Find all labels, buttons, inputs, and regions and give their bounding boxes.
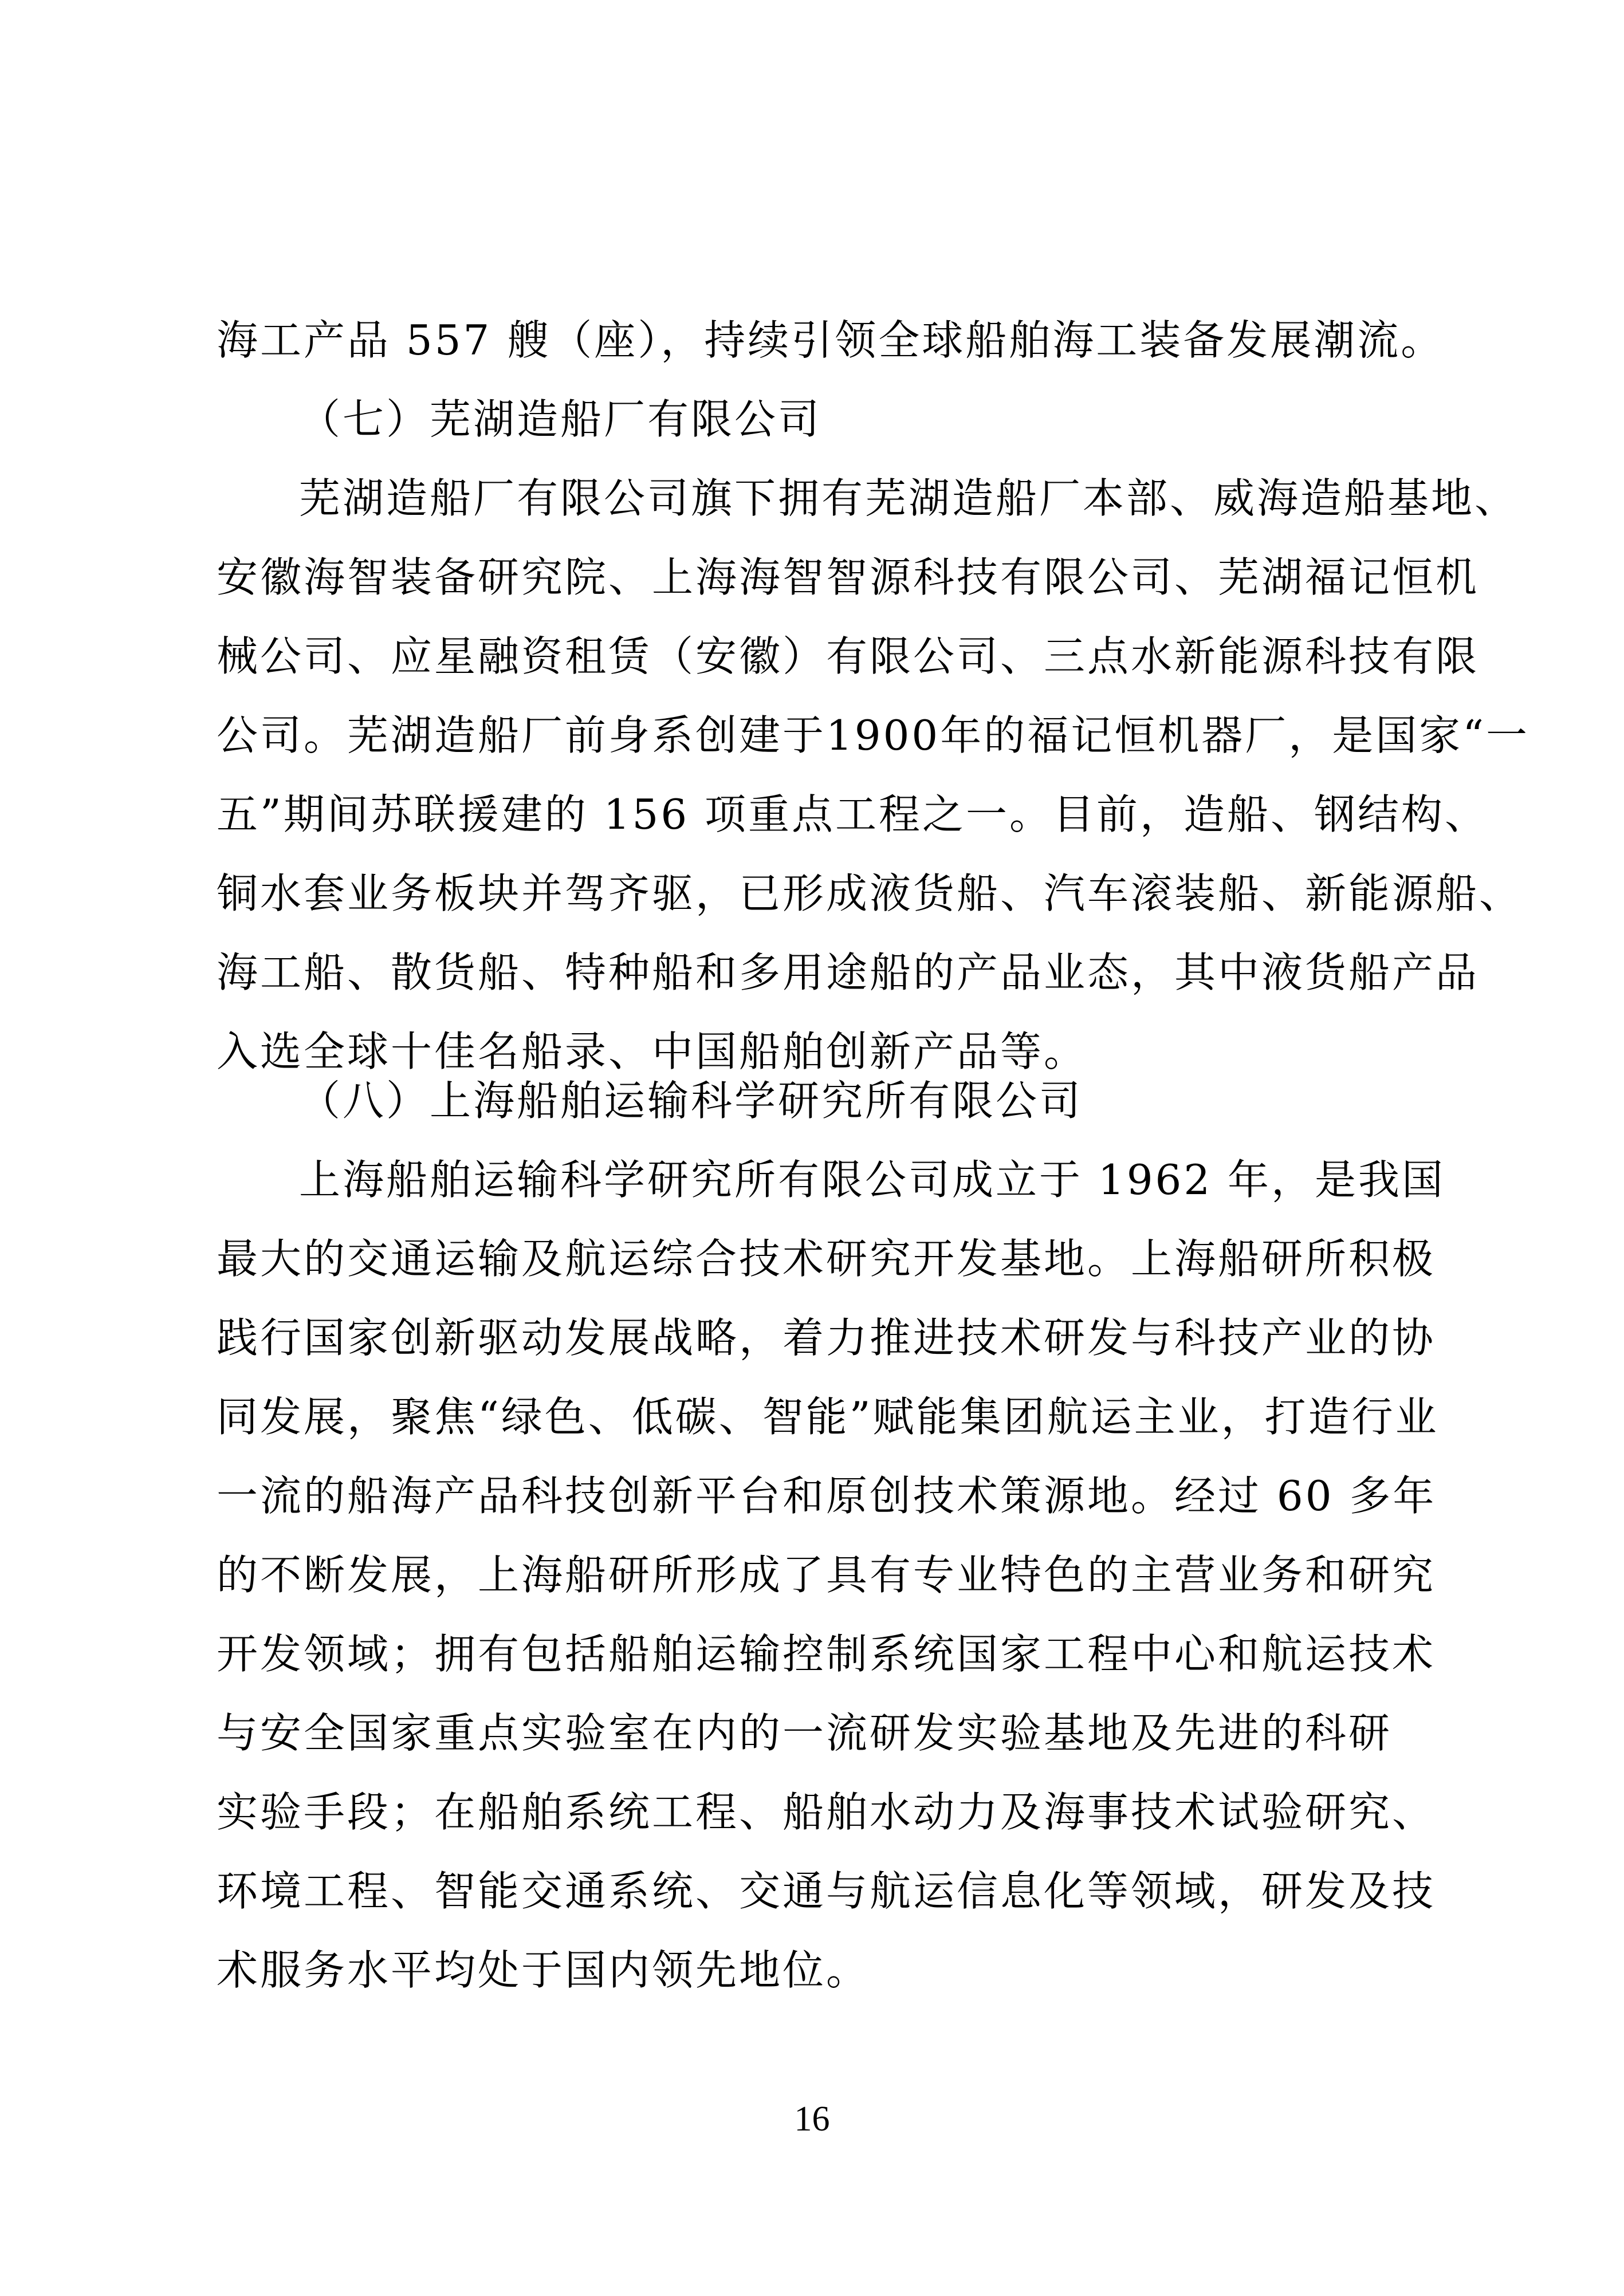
body-line: 与安全国家重点实验室在内的一流研发实验基地及先进的科研 [217,1709,1393,1757]
section-8-paragraph [217,1140,1446,2010]
body-line: 海工船、散货船、特种船和多用途船的产品业态，其中液货船产品 [217,948,1480,997]
section-7 [217,380,1426,459]
body-line: 开发领域；拥有包括船舶运输控制系统国家工程中心和航运技术 [217,1630,1436,1678]
body-line: 入选全球十佳名船录、中国船舶创新产品等。 [217,1027,1088,1076]
body-line: 最大的交通运输及航运综合技术研究开发基地。上海船研所积极 [217,1235,1436,1283]
body-line: 上海船舶运输科学研究所有限公司成立于 1962 年，是我国 [299,1156,1446,1204]
body-line: 铜水套业务板块并驾齐驱，已形成液货船、汽车滚装船、新能源船、 [217,869,1523,917]
body-line: 环境工程、智能交通系统、交通与航运信息化等领域，研发及技 [217,1867,1436,1915]
section-heading: （八）上海船舶运输科学研究所有限公司 [299,1077,1083,1125]
continuation-text [217,301,1445,380]
body-line: 同发展，聚焦“绿色、低碳、智能”赋能集团航运主业，打造行业 [217,1393,1439,1441]
body-line: 的不断发展，上海船研所形成了具有专业特色的主营业务和研究 [217,1551,1436,1599]
body-line: 一流的船海产品科技创新平台和原创技术策源地。经过 60 多年 [217,1472,1437,1520]
body-line: 芜湖造船厂有限公司旗下拥有芜湖造船厂本部、威海造船基地、 [299,474,1519,522]
body-line: 公司。芜湖造船厂前身系创建于1900年的福记恒机器厂，是国家“一 [217,711,1530,759]
section-8 [217,1061,1426,1140]
body-line: 术服务水平均处于国内领先地位。 [217,1946,870,1994]
body-line: 械公司、应星融资租赁（安徽）有限公司、三点水新能源科技有限 [217,632,1480,680]
section-7-paragraph [217,459,1530,1091]
body-line: 五”期间苏联援建的 156 项重点工程之一。目前，造船、钢结构、 [217,790,1489,838]
body-line: 安徽海智装备研究院、上海海智智源科技有限公司、芜湖福记恒机 [217,553,1480,601]
body-line: 实验手段；在船舶系统工程、船舶水动力及海事技术试验研究、 [217,1788,1436,1836]
body-line: 海工产品 557 艘（座），持续引领全球船舶海工装备发展潮流。 [217,316,1445,364]
body-line: 践行国家创新驱动发展战略，着力推进技术研发与科技产业的协 [217,1314,1436,1362]
page-number: 16 [794,2100,830,2139]
section-heading: （七）芜湖造船厂有限公司 [299,395,822,443]
